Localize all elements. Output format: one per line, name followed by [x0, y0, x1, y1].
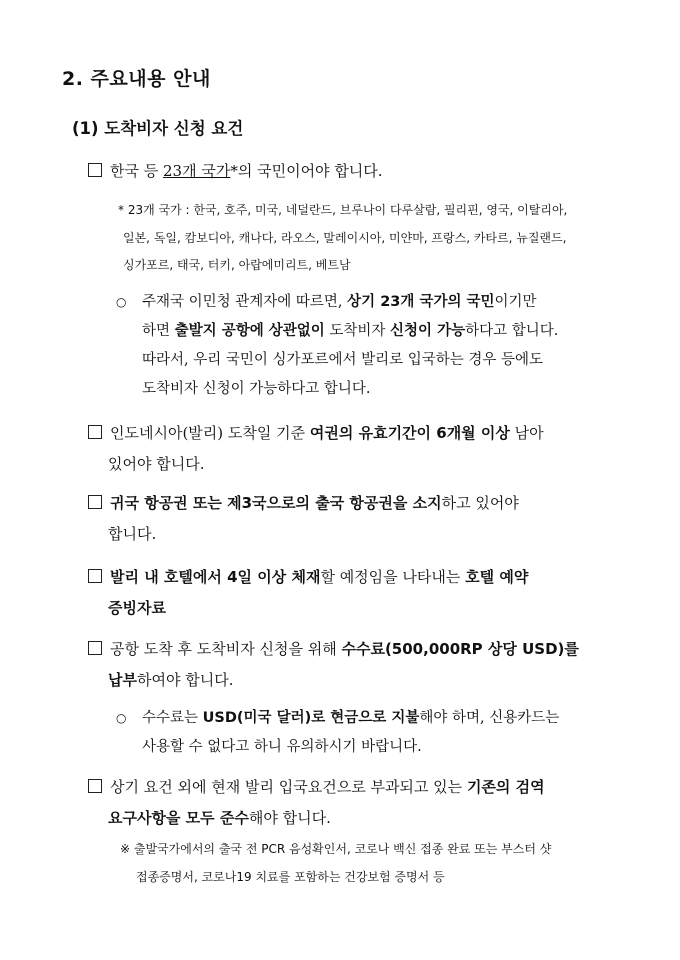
bold-text: 발리 내 호텔에서 4일 이상 체재 — [110, 568, 321, 586]
item-text: 남아 — [509, 424, 544, 442]
bold-text: 출발지 공항에 상관없이 — [174, 323, 325, 339]
bold-text: 납부 — [108, 671, 137, 689]
sub-text: 따라서, 우리 국민이 싱가포르에서 발리로 입국하는 경우 등에도 — [142, 352, 544, 368]
requirement-nationality — [88, 156, 618, 187]
item-text: 상기 요건 외에 현재 발리 입국요건으로 부과되고 있는 — [110, 778, 467, 796]
item-text: *의 국민이어야 합니다. — [230, 162, 383, 180]
item-text: 인도네시아(발리) 도착일 기준 — [110, 424, 310, 442]
bold-text: 신청이 가능 — [390, 323, 466, 339]
sub-text: 수수료는 — [142, 710, 203, 726]
bold-text: 증빙자료 — [108, 599, 166, 617]
checkbox-square-icon — [88, 779, 102, 793]
requirement-fee — [88, 634, 618, 696]
requirement-passport — [88, 418, 618, 480]
item-text: 공항 도착 후 도착비자 신청을 위해 — [110, 640, 342, 658]
note-line: ※ 출발국가에서의 출국 전 PCR 음성확인서, 코로나 백신 접종 완료 또는 부스터 샷 — [120, 842, 552, 856]
sub-text: 주재국 이민청 관계자에 따르면, — [142, 294, 348, 310]
requirement-quarantine — [88, 772, 618, 834]
checkbox-square-icon — [88, 425, 102, 439]
circle-bullet-icon: ○ — [116, 711, 127, 725]
underlined-text: 23개 국가 — [163, 162, 231, 180]
bold-text: USD(미국 달러)로 현금으로 지불 — [202, 710, 420, 726]
note-line: * 23개 국가 : 한국, 호주, 미국, 네덜란드, 브루나이 다루살람, 필리핀, 영국, 이탈리아, — [118, 203, 568, 217]
item-text: 할 예정임을 나타내는 — [320, 568, 466, 586]
bold-text: 귀국 항공권 또는 제3국으로의 출국 항공권을 소지 — [110, 494, 442, 512]
item-text: 하여야 합니다. — [136, 671, 234, 689]
note-line: 접종증명서, 코로나19 치료를 포함하는 건강보험 증명서 등 — [136, 869, 445, 884]
quarantine-note — [120, 836, 630, 891]
checkbox-square-icon — [88, 163, 102, 177]
bold-text: 여권의 유효기간이 6개월 이상 — [309, 424, 510, 442]
section-heading: 2. 주요내용 안내 — [62, 68, 211, 90]
checkbox-square-icon — [88, 641, 102, 655]
bold-text: 기존의 검역 — [466, 778, 545, 796]
item-text: 합니다. — [108, 525, 157, 543]
sub-text: 해야 하며, 신용카드는 — [419, 710, 560, 726]
item-text: 해야 합니다. — [248, 809, 331, 827]
checkbox-square-icon — [88, 569, 102, 583]
sub-text: 도착비자 신청이 가능하다고 합니다. — [142, 381, 371, 397]
country-list-note — [118, 197, 628, 280]
bold-text: 요구사항을 모두 준수 — [108, 809, 249, 827]
sub-text: 도착비자 — [324, 323, 391, 339]
bold-text: 호텔 예약 — [465, 568, 529, 586]
subsection-heading: (1) 도착비자 신청 요건 — [72, 119, 244, 138]
note-line: 일본, 독일, 캄보디아, 캐나다, 라오스, 말레이시아, 미얀마, 프랑스, 카타르, 뉴질랜드, — [123, 230, 567, 245]
sub-bullet-immigration — [116, 288, 626, 404]
sub-text: 하다고 합니다. — [465, 323, 559, 339]
sub-text: 하면 — [142, 323, 175, 339]
note-line: 싱가포르, 태국, 터키, 아랍에미리트, 베트남 — [123, 258, 351, 272]
checkbox-square-icon — [88, 495, 102, 509]
requirement-ticket — [88, 488, 618, 550]
requirement-hotel — [88, 562, 618, 624]
item-text: 하고 있어야 — [441, 494, 519, 512]
item-text: 있어야 합니다. — [108, 455, 205, 473]
sub-bullet-fee — [116, 704, 626, 762]
bold-text: 수수료(500,000RP 상당 USD)를 — [341, 640, 579, 658]
circle-bullet-icon: ○ — [116, 295, 127, 309]
sub-text: 사용할 수 없다고 하니 유의하시기 바랍니다. — [142, 739, 422, 755]
item-text: 한국 등 — [110, 162, 164, 180]
sub-text: 이기만 — [494, 294, 537, 310]
bold-text: 상기 23개 국가의 국민 — [347, 294, 495, 310]
